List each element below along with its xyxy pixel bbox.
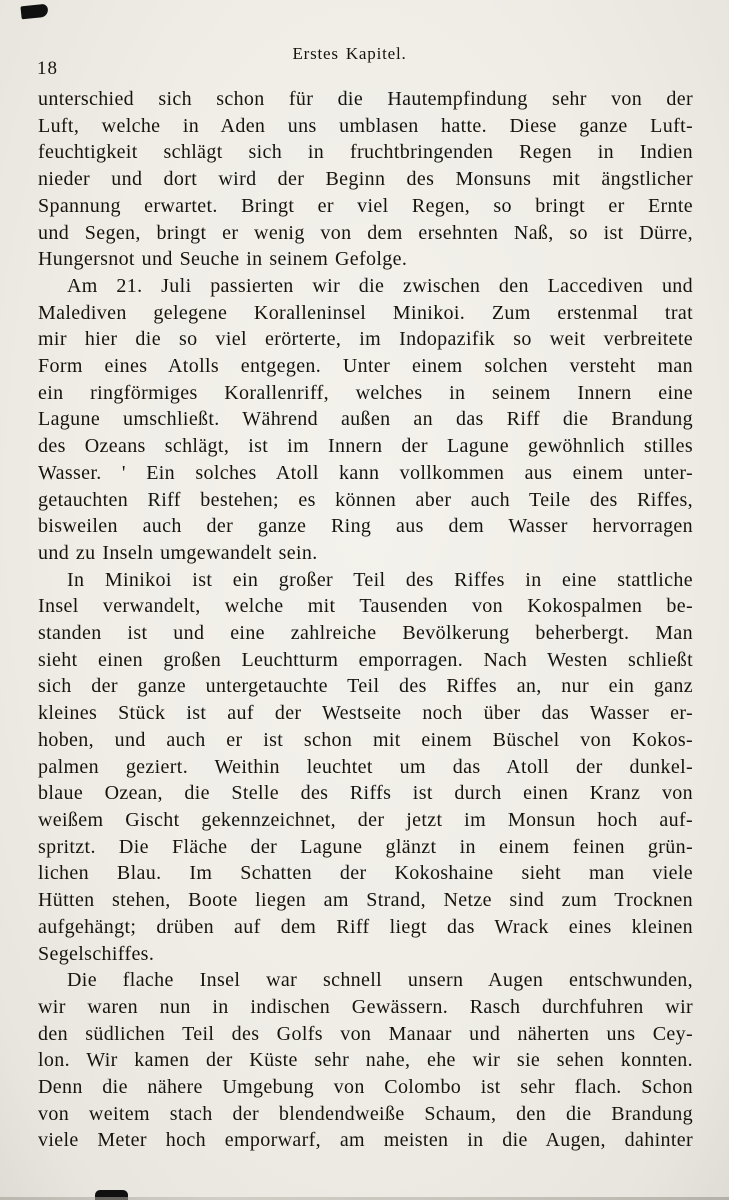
text-line: Lagune umschließt. Während außen an das Riff die Brandung: [38, 408, 693, 431]
text-line: bisweilen auch der ganze Ring aus dem Wasser hervorragen: [38, 515, 693, 538]
text-line: wir waren nun in indischen Gewässern. Rasch durchfuhren wir: [38, 995, 693, 1018]
text-line: mir hier die so viel erörterte, im Indopazifik so weit verbreitete: [38, 328, 693, 351]
text-block: [38, 86, 693, 1154]
text-line: sich der ganze untergetauchte Teil des Riffes an, nur ein ganz: [38, 675, 693, 698]
text-line: lon. Wir kamen der Küste sehr nahe, ehe wir sie sehen konnten.: [38, 1049, 693, 1072]
scan-artifact-top-left: [20, 4, 48, 20]
text-line: Segelschiffes.: [38, 942, 155, 965]
text-line: weißem Gischt gekennzeichnet, der jetzt im Monsun hoch auf-: [38, 808, 693, 831]
text-line: feuchtigkeit schlägt sich in fruchtbringenden Regen in Indien: [38, 141, 693, 164]
text-line: kleines Stück ist auf der Westseite noch über das Wasser er-: [38, 702, 693, 725]
text-line: hoben, und auch er ist schon mit einem Büschel von Kokos-: [38, 728, 693, 751]
text-line: viele Meter hoch emporwarf, am meisten in die Augen, dahinter: [38, 1129, 693, 1152]
text-line: lichen Blau. Im Schatten der Kokoshaine sieht man viele: [38, 862, 693, 885]
text-line: Insel verwandelt, welche mit Tausenden von Kokospalmen be-: [38, 595, 693, 618]
text-line: Malediven gelegene Koralleninsel Minikoi. Zum erstenmal trat: [38, 301, 693, 324]
text-line: von weitem stach der blendendweiße Schaum, den die Brandung: [38, 1102, 693, 1125]
text-line: ein ringförmiges Korallenriff, welches in seinem Innern eine: [38, 381, 693, 404]
text-line: Hütten stehen, Boote liegen am Strand, Netze sind zum Trocknen: [38, 889, 693, 912]
page-number: 18: [37, 58, 58, 79]
text-line: des Ozeans schlägt, ist im Innern der Lagune gewöhnlich stilles: [38, 435, 693, 458]
text-line: Spannung erwartet. Bringt er viel Regen, so bringt er Ernte: [38, 194, 693, 217]
text-line: getauchten Riff bestehen; es können aber auch Teile des Riffes,: [38, 488, 693, 511]
text-line: und zu Inseln umgewandelt sein.: [38, 541, 318, 564]
text-line: Hungersnot und Seuche in seinem Gefolge.: [38, 248, 408, 271]
text-line: aufgehängt; drüben auf dem Riff liegt das Wrack eines kleinen: [38, 915, 693, 938]
text-line: sieht einen großen Leuchtturm emporragen. Nach Westen schließt: [38, 648, 693, 671]
text-line: Am 21. Juli passierten wir die zwischen den Laccediven und: [67, 274, 693, 297]
text-line: standen ist und eine zahlreiche Bevölkerung beherbergt. Man: [38, 622, 693, 645]
text-line: In Minikoi ist ein großer Teil des Riffes in eine stattliche: [67, 568, 693, 591]
text-line: Denn die nähere Umgebung von Colombo ist sehr flach. Schon: [38, 1076, 693, 1099]
text-line: und Segen, bringt er wenig von dem ersehnten Naß, so ist Dürre,: [38, 221, 693, 244]
text-line: Wasser. ' Ein solches Atoll kann vollkommen aus einem unter-: [38, 461, 693, 484]
text-line: unterschied sich schon für die Hautempfindung sehr von der: [38, 88, 693, 110]
text-line: blaue Ozean, die Stelle des Riffs ist durch einen Kranz von: [38, 782, 693, 805]
chapter-title: Erstes Kapitel.: [292, 44, 407, 63]
text-line: Form eines Atolls entgegen. Unter einem solchen versteht man: [38, 355, 693, 378]
text-line: nieder und dort wird der Beginn des Monsuns mit ängstlicher: [38, 168, 693, 191]
text-line: Die flache Insel war schnell unsern Augen entschwunden,: [67, 969, 693, 992]
text-line: palmen geziert. Weithin leuchtet um das Atoll der dunkel-: [38, 755, 693, 778]
text-line: den südlichen Teil des Golfs von Manaar und näherten uns Cey-: [38, 1022, 693, 1045]
text-line: Luft, welche in Aden uns umblasen hatte. Diese ganze Luft-: [38, 114, 693, 137]
text-line: spritzt. Die Fläche der Lagune glänzt in einem feinen grün-: [38, 835, 693, 858]
